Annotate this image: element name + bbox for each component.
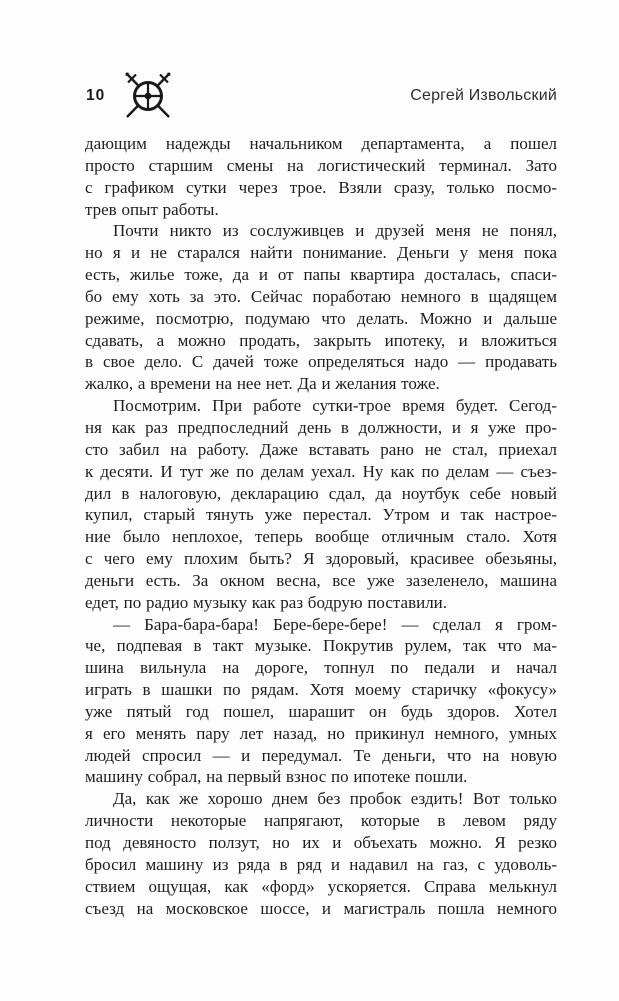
text-line: дающим надежды начальником департамента, а пошел <box>85 134 557 153</box>
text-line: жалко, а времени на нее нет. Да и желания тоже. <box>85 374 440 394</box>
page-number: 10 <box>86 87 106 104</box>
text-line: съезд на московское шоссе, и магистраль пошла немного <box>85 898 557 918</box>
text-line: играть в шашки по рядам. Хотя моему старичку «фокусу» <box>85 680 557 700</box>
text-line: шина вильнула на дороге, топнул по педали и начал <box>85 658 557 678</box>
running-title-author: Сергей Извольский <box>410 87 557 104</box>
text-line: с чего ему плохим быть? Я здоровый, красивее обезьяны, <box>85 549 557 569</box>
text-line: Посмотрим. При работе сутки-трое время будет. Сегод- <box>113 396 557 416</box>
text-line: ствием ощущая, как «форд» ускоряется. Справа мелькнул <box>85 876 557 896</box>
text-line: просто старшим смены на логистический терминал. Зато <box>85 155 557 175</box>
text-line: уже пятый год пошел, шарашит он будь здоров. Хотел <box>85 701 557 721</box>
text-line: Да, как же хорошо днем без пробок ездить! Вот только <box>113 789 557 809</box>
text-line: личности некоторые напрягают, которые в левом ряду <box>85 811 557 831</box>
text-line: Почти никто из сослуживцев и друзей меня не понял, <box>113 221 557 241</box>
text-line: — Бара-бара-бара! Бере-бере-бере! — сделал я гром- <box>113 614 557 634</box>
text-line: трев опыт работы. <box>85 199 219 219</box>
text-line: че, подпевая в такт музыке. Покрутив рулем, так что ма- <box>85 636 557 656</box>
text-line: с графиком сутки через трое. Взяли сразу, только посмо- <box>85 177 557 197</box>
compass-crossed-swords-icon <box>118 64 178 124</box>
text-line: режиме, посмотрю, подумаю что делать. Можно и дальше <box>85 308 557 328</box>
text-line: купил, старый тянуть уже перестал. Утром и так настрое- <box>85 505 557 525</box>
text-line: сто забил на работу. Даже вставать рано не стал, приехал <box>85 439 557 459</box>
text-line: ня как раз предпоследний день в должности, и я уже про- <box>85 417 557 437</box>
text-line: но я и не старался найти понимание. Деньги у меня пока <box>85 243 557 263</box>
text-line: людей спросил — и передумал. Те деньги, что на новую <box>85 745 557 765</box>
text-line: сдавать, а можно продать, закрыть ипотеку, и вложиться <box>85 330 557 350</box>
text-block <box>85 133 557 919</box>
text-line: ние было неплохое, теперь вообще отличным стало. Хотя <box>85 527 557 547</box>
text-line: есть, жилье тоже, да и от папы квартира досталась, спаси- <box>85 265 557 285</box>
text-line: бо ему хоть за это. Сейчас поработаю немного в щадящем <box>85 286 557 306</box>
text-line: к десяти. И тут же по делам уехал. Ну как по делам — съез- <box>85 461 557 481</box>
text-line: деньги есть. За окном весна, все уже зазеленело, машина <box>85 570 557 590</box>
text-line: едет, по радио музыку как раз бодрую поставили. <box>85 592 448 612</box>
text-line: в свое дело. С дачей тоже определяться надо — продавать <box>85 352 557 372</box>
text-line: я его менять пару лет назад, но прикинул немного, умных <box>85 723 557 743</box>
text-line: бросил машину из ряда в ряд и надавил на газ, с удоволь- <box>85 854 557 874</box>
text-line: дил в налоговую, декларацию сдал, да ноутбук себе новый <box>85 483 557 503</box>
text-line: машину собрал, на первый взнос по ипотеке пошли. <box>85 767 468 787</box>
text-line: под девяносто ползут, но их и объехать можно. Я резко <box>85 833 557 852</box>
